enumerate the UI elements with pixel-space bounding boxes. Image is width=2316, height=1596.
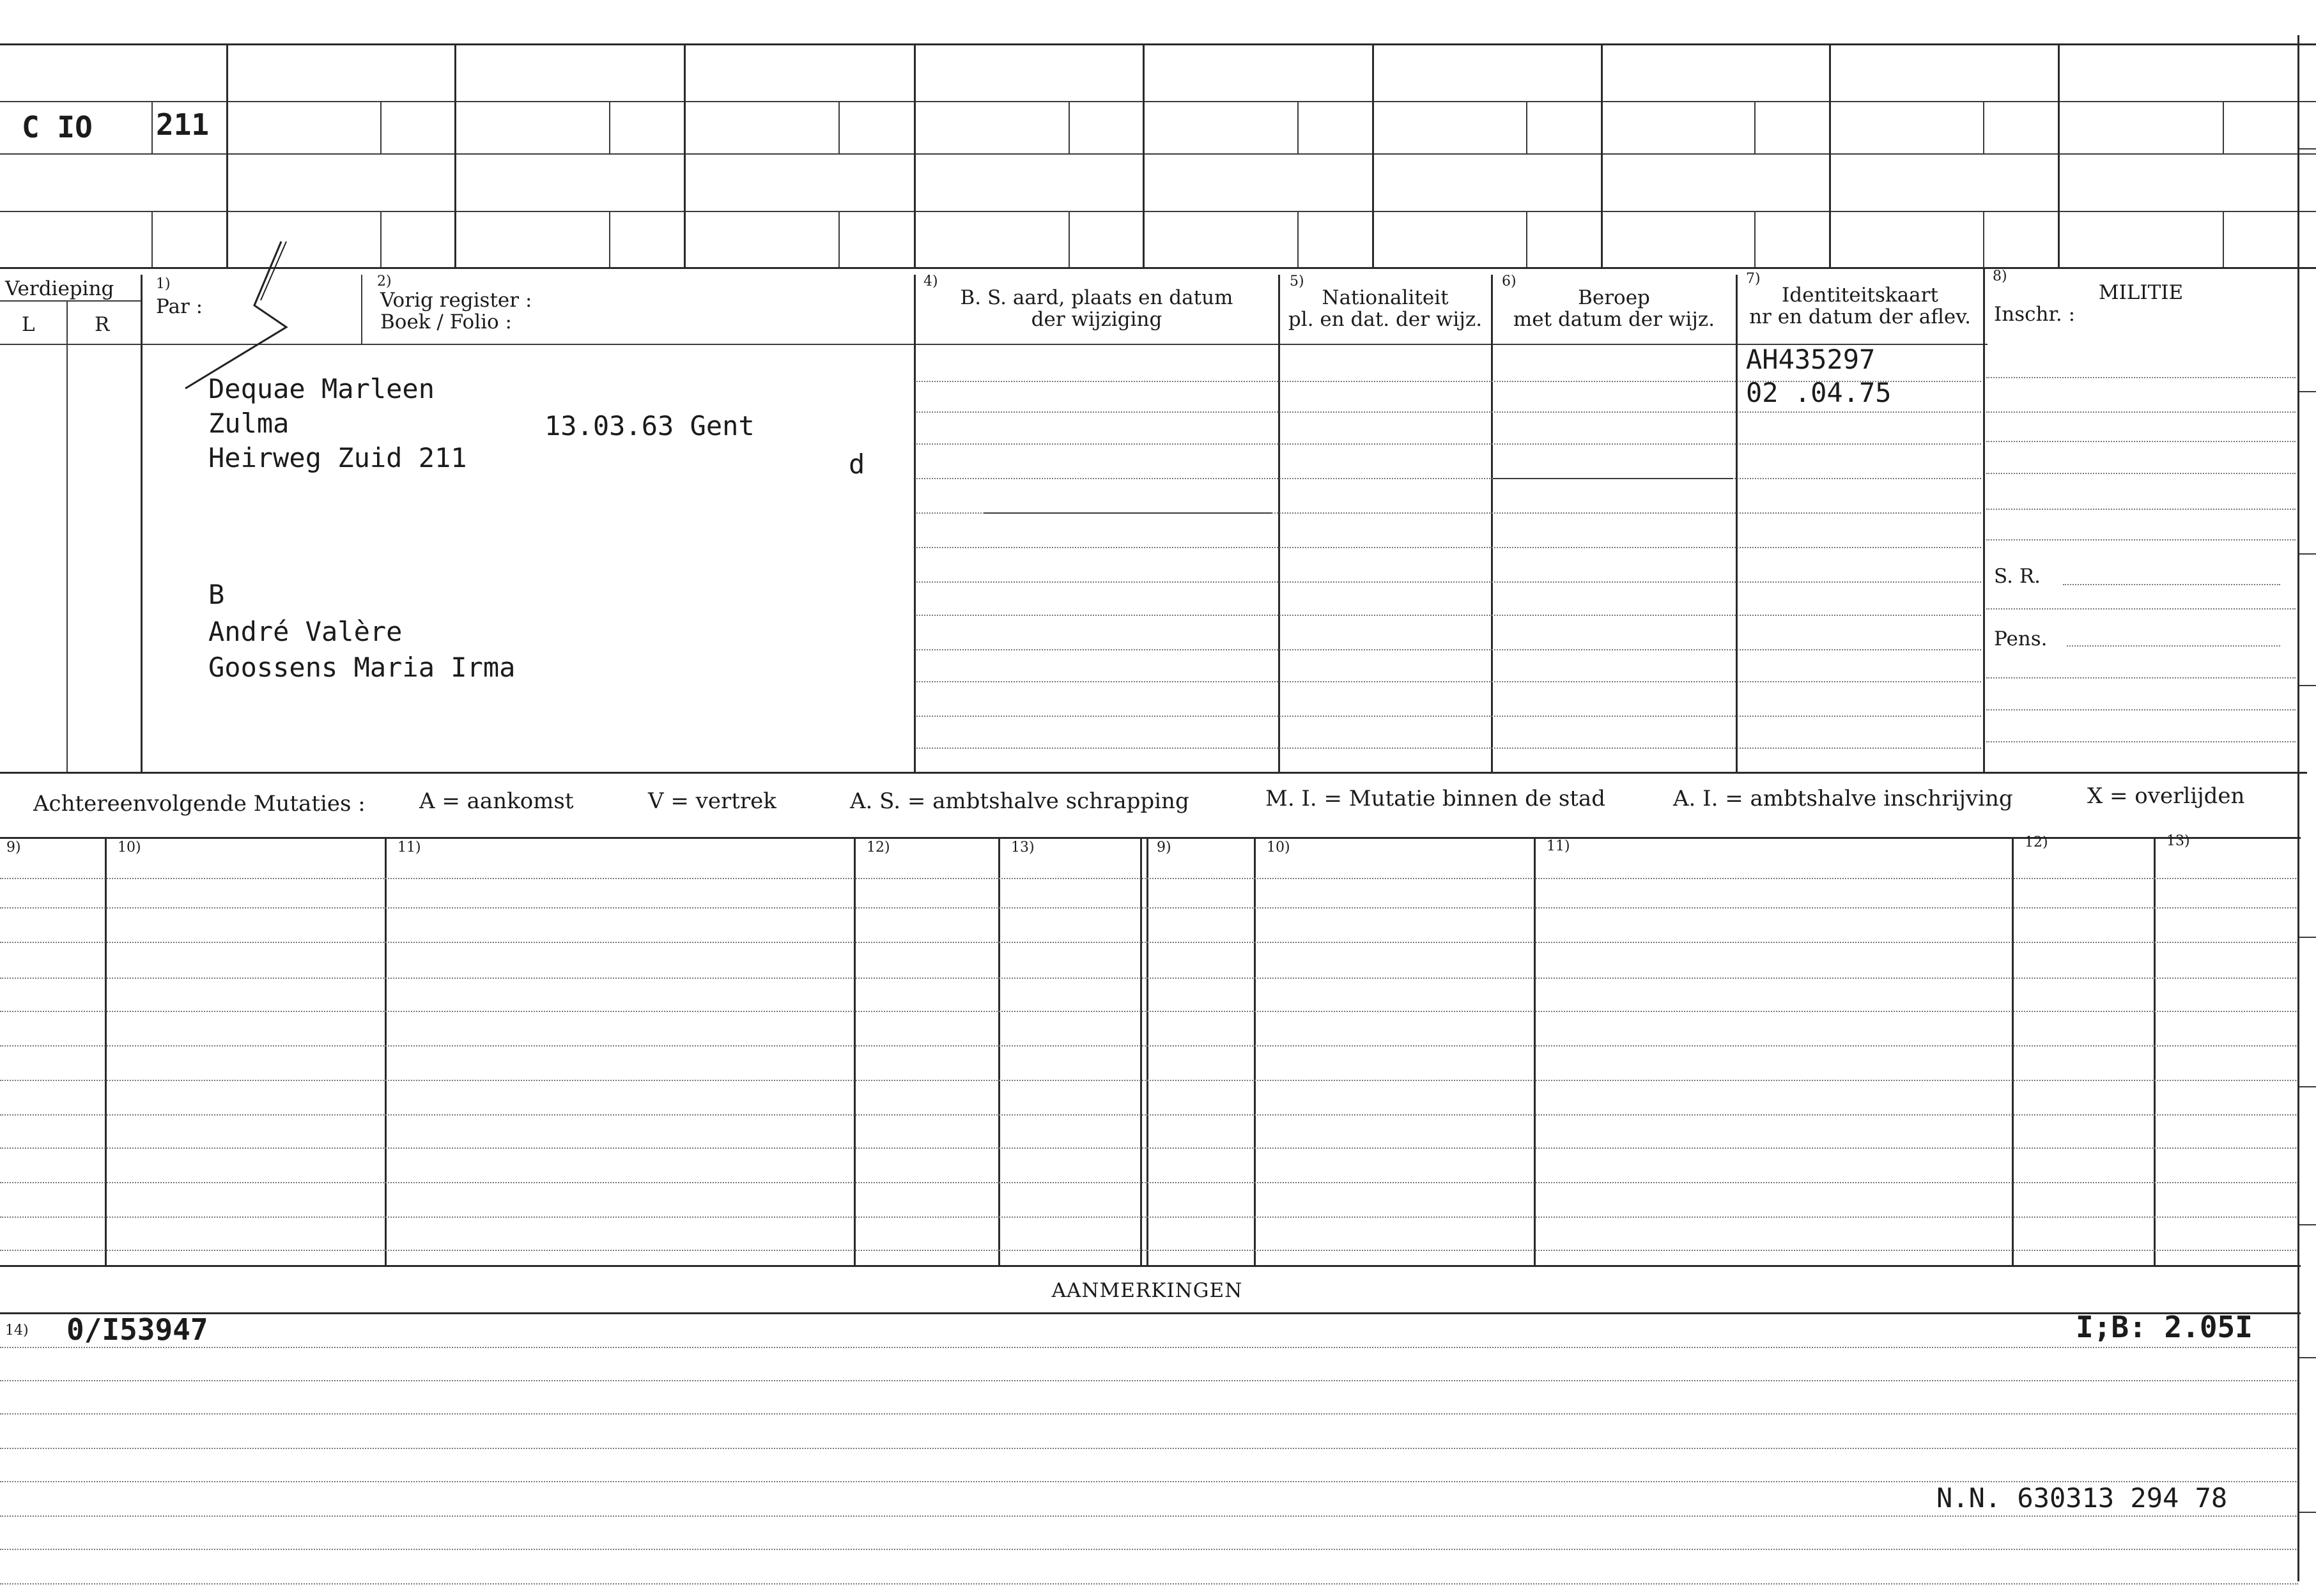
col5-header-line1: Nationaliteit <box>1322 286 1449 309</box>
col2-number: 2) <box>377 273 392 289</box>
identity-card-number: AH435297 <box>1746 344 1876 375</box>
person-mark: d <box>849 449 865 480</box>
person-birth: 13.03.63 Gent <box>544 410 755 441</box>
verdieping-header: Verdieping <box>5 277 114 300</box>
right-col13-number: 13) <box>2166 833 2190 849</box>
left-col10-number: 10) <box>118 840 141 856</box>
right-col10-number: 10) <box>1267 840 1290 856</box>
col6-header-line1: Beroep <box>1578 286 1650 309</box>
card-code: C IO <box>22 110 93 144</box>
left-col12-number: 12) <box>867 840 890 856</box>
mutatie-mi: M. I. = Mutatie binnen de stad <box>1265 786 1605 811</box>
aanmerkingen-ib: I;B: 2.05I <box>2076 1310 2253 1344</box>
col2-header-line2: Boek / Folio : <box>380 311 512 334</box>
mutatie-x: X = overlijden <box>2087 783 2245 809</box>
col6-header-line2: met datum der wijz. <box>1513 308 1715 331</box>
aanmerkingen-reference: 0/I53947 <box>66 1312 208 1347</box>
aanmerkingen-number: 14) <box>5 1323 29 1339</box>
col4-header-line1: B. S. aard, plaats en datum <box>960 286 1233 309</box>
left-col13-number: 13) <box>1011 840 1035 856</box>
mutaties-title: Achtereenvolgende Mutaties : <box>33 791 366 817</box>
col1-number: 1) <box>156 276 171 292</box>
card-number: 211 <box>156 107 210 142</box>
right-col12-number: 12) <box>2025 834 2048 850</box>
person-letter: B <box>208 579 225 610</box>
militie-sr-label: S. R. <box>1994 565 2041 588</box>
col4-header-line2: der wijziging <box>1031 308 1162 331</box>
aanmerkingen-title: AANMERKINGEN <box>1051 1279 1243 1302</box>
mutatie-v: V = vertrek <box>648 788 776 814</box>
col6-number: 6) <box>1502 273 1517 289</box>
col2-header-line1: Vorig register : <box>380 289 532 312</box>
mutatie-a: A = aankomst <box>419 788 574 814</box>
col4-number: 4) <box>923 273 938 289</box>
col5-number: 5) <box>1290 273 1304 289</box>
col8-header-line1: MILITIE <box>2098 281 2184 304</box>
person-second-name: Zulma <box>208 408 290 439</box>
identity-card-date: 02 .04.75 <box>1746 377 1892 408</box>
aanmerkingen-nn: N.N. 630313 294 78 <box>1936 1482 2228 1514</box>
col7-number: 7) <box>1746 271 1761 287</box>
militie-pens-label: Pens. <box>1994 627 2048 650</box>
right-col11-number: 11) <box>1547 838 1570 854</box>
person-mother: Goossens Maria Irma <box>208 652 516 683</box>
mutatie-ai: A. I. = ambtshalve inschrijving <box>1673 786 2013 811</box>
col1-header: Par : <box>156 295 203 318</box>
col8-header-line2: Inschr. : <box>1994 303 2076 326</box>
person-name: Dequae Marleen <box>208 373 435 404</box>
verdieping-right: R <box>95 313 110 336</box>
left-col11-number: 11) <box>398 840 421 856</box>
col7-header-line1: Identiteitskaart <box>1782 284 1938 307</box>
person-father: André Valère <box>208 616 403 647</box>
right-col9-number: 9) <box>1157 840 1171 856</box>
col7-header-line2: nr en datum der aflev. <box>1749 305 1971 328</box>
left-col9-number: 9) <box>6 840 21 856</box>
mutatie-as: A. S. = ambtshalve schrapping <box>850 788 1189 814</box>
person-address: Heirweg Zuid 211 <box>208 442 467 473</box>
col8-number: 8) <box>1993 268 2007 284</box>
verdieping-left: L <box>22 313 35 336</box>
col5-header-line2: pl. en dat. der wijz. <box>1288 308 1483 331</box>
